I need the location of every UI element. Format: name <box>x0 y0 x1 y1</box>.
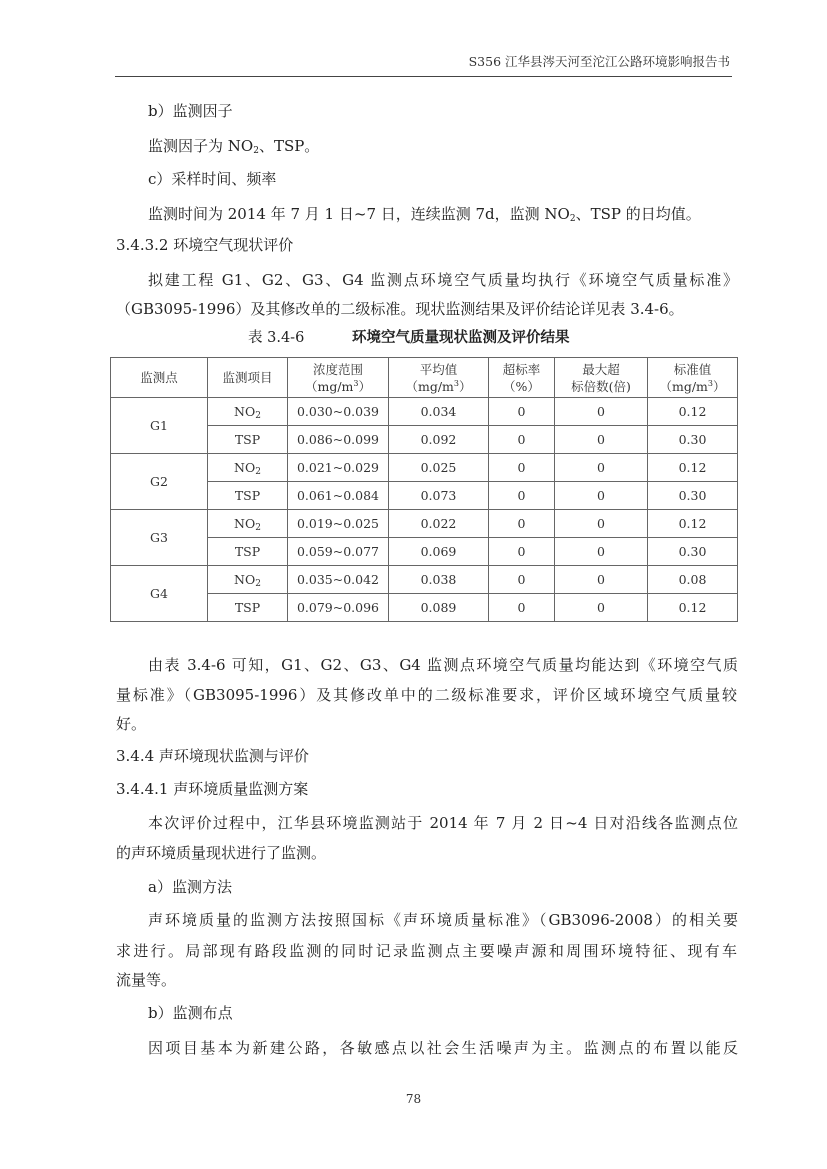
cell-average: 0.038 <box>389 566 489 594</box>
section-heading-3-4-4: 3.4.4 声环境现状监测与评价 <box>116 747 309 765</box>
cell-site: G2 <box>111 454 208 510</box>
header-max-exceed: 最大超 标倍数(倍) <box>555 358 648 398</box>
cell-range: 0.061~0.084 <box>288 482 389 510</box>
paragraph-line: 因项目基本为新建公路，各敏感点以社会生活噪声为主。监测点的布置以能反 <box>148 1039 738 1057</box>
paragraph-line: 的声环境质量现状进行了监测。 <box>116 844 327 862</box>
page-number: 78 <box>405 1092 422 1106</box>
text: 监测时间为 2014 年 7 月 1 日~7 日，连续监测 7d，监测 NO <box>148 205 570 223</box>
cell-exceed-rate: 0 <box>489 538 555 566</box>
text: 、TSP。 <box>258 137 320 155</box>
section-heading-3-4-4-1: 3.4.4.1 声环境质量监测方案 <box>116 780 309 798</box>
table-number: 表 3.4-6 <box>248 330 305 346</box>
subheading-monitoring-method: a）监测方法 <box>148 878 232 896</box>
cell-site: G1 <box>111 398 208 454</box>
table-title: 环境空气质量现状监测及评价结果 <box>352 330 570 346</box>
cell-average: 0.034 <box>389 398 489 426</box>
paragraph-line: 声环境质量的监测方法按照国标《声环境质量标准》（GB3096-2008）的相关要 <box>148 911 738 929</box>
cell-item: TSP <box>208 594 288 622</box>
cell-item: TSP <box>208 538 288 566</box>
cell-item: $NO_2$ <box>208 566 288 594</box>
paragraph-line: 拟建工程 G1、G2、G3、G4 监测点环境空气质量均执行《环境空气质量标准》 <box>148 271 738 289</box>
header-standard: 标准值 $(mg/m^3)$ <box>648 358 738 398</box>
cell-standard: 0.12 <box>648 594 738 622</box>
cell-average: 0.089 <box>389 594 489 622</box>
cell-max-exceed: 0 <box>555 482 648 510</box>
header-range: 浓度范围 $(mg/m^3)$ <box>288 358 389 398</box>
cell-average: 0.092 <box>389 426 489 454</box>
cell-average: 0.073 <box>389 482 489 510</box>
paragraph-line: 量标准》（GB3095-1996）及其修改单中的二级标准要求，评价区域环境空气质量较 <box>116 686 737 704</box>
table-row <box>111 566 738 594</box>
cell-max-exceed: 0 <box>555 398 648 426</box>
table-row <box>111 510 738 538</box>
paragraph-line: 求进行。局部现有路段监测的同时记录监测点主要噪声源和周围环境特征、现有车 <box>116 942 737 960</box>
cell-standard: 0.30 <box>648 426 738 454</box>
cell-item: TSP <box>208 482 288 510</box>
cell-range: 0.086~0.099 <box>288 426 389 454</box>
subscript: 2 <box>253 146 259 156</box>
cell-exceed-rate: 0 <box>489 426 555 454</box>
paragraph-line: 好。 <box>116 715 147 733</box>
air-quality-table <box>110 357 738 622</box>
cell-range: 0.019~0.025 <box>288 510 389 538</box>
subheading-monitoring-layout: b）监测布点 <box>148 1004 233 1022</box>
cell-exceed-rate: 0 <box>489 482 555 510</box>
subheading-monitoring-factors: b）监测因子 <box>148 102 233 120</box>
subscript: 2 <box>569 214 576 224</box>
cell-max-exceed: 0 <box>555 538 648 566</box>
cell-exceed-rate: 0 <box>489 510 555 538</box>
cell-site: G3 <box>111 510 208 566</box>
cell-average: 0.022 <box>389 510 489 538</box>
paragraph-line: （GB3095-1996）及其修改单的二级标准。现状监测结果及评价结论详见表 3.4-6。 <box>116 300 684 318</box>
cell-max-exceed: 0 <box>555 566 648 594</box>
running-header: S356 江华县涔天河至沱江公路环境影响报告书 <box>468 54 730 69</box>
cell-average: 0.069 <box>389 538 489 566</box>
text: 、TSP 的日均值。 <box>575 205 701 223</box>
table-row <box>111 454 738 482</box>
cell-item: $NO_2$ <box>208 398 288 426</box>
cell-site: G4 <box>111 566 208 622</box>
cell-average: 0.025 <box>389 454 489 482</box>
cell-standard: 0.12 <box>648 454 738 482</box>
cell-item: $NO_2$ <box>208 454 288 482</box>
cell-exceed-rate: 0 <box>489 454 555 482</box>
cell-range: 0.035~0.042 <box>288 566 389 594</box>
cell-max-exceed: 0 <box>555 426 648 454</box>
cell-standard: 0.30 <box>648 482 738 510</box>
section-heading-3-4-3-2: 3.4.3.2 环境空气现状评价 <box>116 236 294 254</box>
subheading-sampling-time: c）采样时间、频率 <box>148 170 277 188</box>
header-exceed-rate: 超标率 （%） <box>489 358 555 398</box>
header-site: 监测点 <box>111 358 208 398</box>
table-row <box>111 398 738 426</box>
cell-range: 0.059~0.077 <box>288 538 389 566</box>
cell-standard: 0.30 <box>648 538 738 566</box>
cell-item: $NO_2$ <box>208 510 288 538</box>
cell-max-exceed: 0 <box>555 454 648 482</box>
header-rule <box>115 76 732 77</box>
cell-max-exceed: 0 <box>555 510 648 538</box>
table-header-row <box>111 358 738 398</box>
cell-standard: 0.12 <box>648 398 738 426</box>
paragraph-line: 流量等。 <box>116 971 177 989</box>
cell-standard: 0.12 <box>648 510 738 538</box>
cell-item: TSP <box>208 426 288 454</box>
cell-range: 0.021~0.029 <box>288 454 389 482</box>
cell-exceed-rate: 0 <box>489 594 555 622</box>
cell-max-exceed: 0 <box>555 594 648 622</box>
paragraph-line: 由表 3.4-6 可知，G1、G2、G3、G4 监测点环境空气质量均能达到《环境空气质 <box>148 656 738 674</box>
cell-exceed-rate: 0 <box>489 566 555 594</box>
cell-range: 0.079~0.096 <box>288 594 389 622</box>
text: 监测因子为 NO <box>148 137 254 155</box>
paragraph-line: 本次评价过程中，江华县环境监测站于 2014 年 7 月 2 日~4 日对沿线各监测点位 <box>148 814 738 832</box>
cell-exceed-rate: 0 <box>489 398 555 426</box>
paragraph-sampling-time <box>148 204 701 224</box>
header-item: 监测项目 <box>208 358 288 398</box>
paragraph-monitoring-factors <box>148 136 319 156</box>
cell-range: 0.030~0.039 <box>288 398 389 426</box>
cell-standard: 0.08 <box>648 566 738 594</box>
header-average: 平均值 $(mg/m^3)$ <box>389 358 489 398</box>
